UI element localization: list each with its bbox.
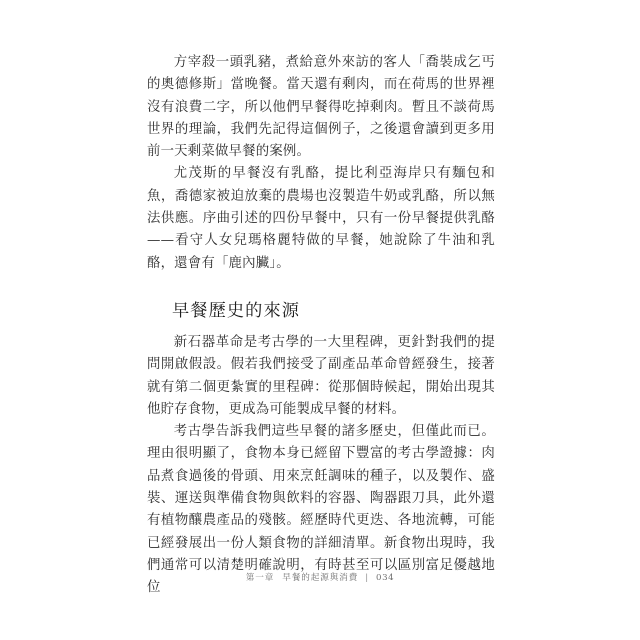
paragraph-section-2: 考古學告訴我們這些早餐的諸多歷史，但僅此而已。理由很明顯了，食物本身已經留下豐富的考古學證據：肉品煮食過後的骨頭、用來烹飪調味的種子，以及製作、盛裝、運送與準備食物與飲料的容器、陶器跟刀具，此外還有植物釀農產品的殘骸。經歷時代更迭、各地流轉，可能已經發展出一份人類食物的詳細清單。新食物出現時，我們通常可以清楚明確說明，有時甚至可以區別富足優越地位 <box>147 424 495 596</box>
footer-chapter-title: 早餐的起源與消費 <box>282 573 359 583</box>
section-heading: 早餐歷史的來源 <box>172 300 301 321</box>
paragraph-body-2: 尤茂斯的早餐沒有乳酪，提比利亞海岸只有麵包和魚，喬德家被迫放棄的農場也沒製造牛奶或乳酪，所以無法供應。序曲引述的四份早餐中，只有一份早餐提供乳酪——看守人女兒瑪格麗特做的早餐，她說除了牛油和乳酪，還會有「鹿內臟」。 <box>147 166 495 271</box>
section-spacer <box>147 275 495 299</box>
page-text-column <box>147 52 495 600</box>
page-footer <box>0 572 640 584</box>
footer-chapter-label: 第一章 <box>245 573 275 583</box>
paragraph-section-1: 新石器革命是考古學的一大里程碑，更針對我們的提問開啟假設。假若我們接受了副產品革命曾經發生，接著就有第二個更紮實的里程碑：從那個時候起，開始出現其他貯存食物，更成為可能製成早餐的材料。 <box>147 334 495 417</box>
footer-page-number: 034 <box>376 573 395 583</box>
paragraph-body-1: 方宰殺一頭乳豬，煮給意外來訪的客人「喬裝成乞丐的奧德修斯」當晚餐。當天還有剩肉，而在荷馬的世界裡沒有浪費二字，所以他們早餐得吃掉剩肉。暫且不談荷馬世界的理論，我們先記得這個例子，之後還會讀到更多用前一天剩菜做早餐的案例。 <box>147 55 495 160</box>
footer-separator: | <box>365 573 370 583</box>
